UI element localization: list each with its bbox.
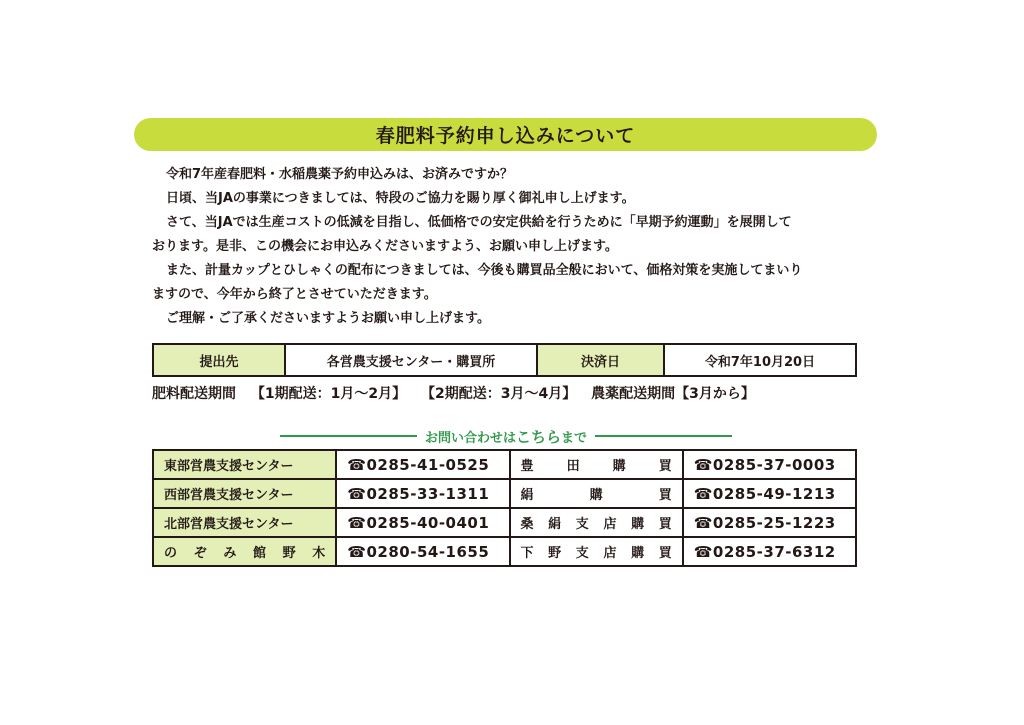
heading-line-left <box>280 435 417 437</box>
table-row <box>153 450 856 479</box>
info-table <box>152 343 857 377</box>
contact-name: 下 野 支 店 購 買 <box>510 537 683 566</box>
paragraph-line: また、計量カップとひしゃくの配布につきましては、今後も購買品全般において、価格対策を実施してまいり <box>166 263 803 278</box>
paragraph-line: 令和7年産春肥料・水稲農薬予約申込みは、お済みですか？ <box>166 167 514 182</box>
contact-name: の ぞ み 館 野 木 <box>153 537 336 566</box>
settle-label: 決済日 <box>537 344 664 376</box>
page-title: 春肥料予約申し込みについて <box>375 125 636 147</box>
paragraph-line: おります。是非、この機会にお申込みくださいますよう、お願い申し上げます。 <box>152 239 618 254</box>
heading-line-right <box>595 435 732 437</box>
contact-phone: ☎0285-33-1311 <box>336 479 509 508</box>
contact-table <box>152 449 857 567</box>
contact-phone: ☎0285-37-6312 <box>683 537 856 566</box>
submit-value: 各営農支援センター・購買所 <box>285 344 537 376</box>
contact-name: 西部営農支援センター <box>153 479 336 508</box>
delivery-period-2: 【2期配送：3月～4月】 <box>420 386 577 402</box>
delivery-periods <box>152 382 862 406</box>
contact-heading-part1: お問い合わせは <box>424 430 516 446</box>
body-text <box>152 163 872 331</box>
contact-phone: ☎0285-49-1213 <box>683 479 856 508</box>
table-row <box>153 508 856 537</box>
contact-phone: ☎0285-25-1223 <box>683 508 856 537</box>
contact-heading <box>280 426 732 446</box>
contact-name: 北部営農支援センター <box>153 508 336 537</box>
table-row <box>153 537 856 566</box>
contact-phone: ☎0285-40-0401 <box>336 508 509 537</box>
info-row <box>153 344 856 376</box>
contact-name: 豊 田 購 買 <box>510 450 683 479</box>
paragraph-line: 日頃、当JAの事業につきましては、特段のご協力を賜り厚く御礼申し上げます。 <box>166 191 635 206</box>
settle-value: 令和7年10月20日 <box>664 344 856 376</box>
contact-name: 桑 絹 支 店 購 買 <box>510 508 683 537</box>
contact-phone: ☎0285-37-0003 <box>683 450 856 479</box>
pesticide-delivery: 農薬配送期間【3月から】 <box>591 386 755 402</box>
paragraph-line: さて、当JAでは生産コストの低減を目指し、低価格での安定供給を行うために「早期予約運動」を展開して <box>166 215 792 230</box>
delivery-period-1: 【1期配送：1月～2月】 <box>250 386 407 402</box>
contact-phone: ☎0285-41-0525 <box>336 450 509 479</box>
contact-name: 絹 購 買 <box>510 479 683 508</box>
fertilizer-delivery-label: 肥料配送期間 <box>152 386 236 402</box>
paragraph-line: ますので、今年から終了とさせていただきます。 <box>152 287 437 302</box>
contact-heading-part2: こちら <box>516 427 562 446</box>
table-row <box>153 479 856 508</box>
contact-heading-part3: まで <box>561 430 588 446</box>
contact-heading-text <box>417 426 595 447</box>
paragraph-line: ご理解・ご了承くださいますようお願い申し上げます。 <box>166 311 490 326</box>
contact-phone: ☎0280-54-1655 <box>336 537 509 566</box>
contact-name: 東部営農支援センター <box>153 450 336 479</box>
submit-label: 提出先 <box>153 344 285 376</box>
title-bar <box>134 118 877 151</box>
